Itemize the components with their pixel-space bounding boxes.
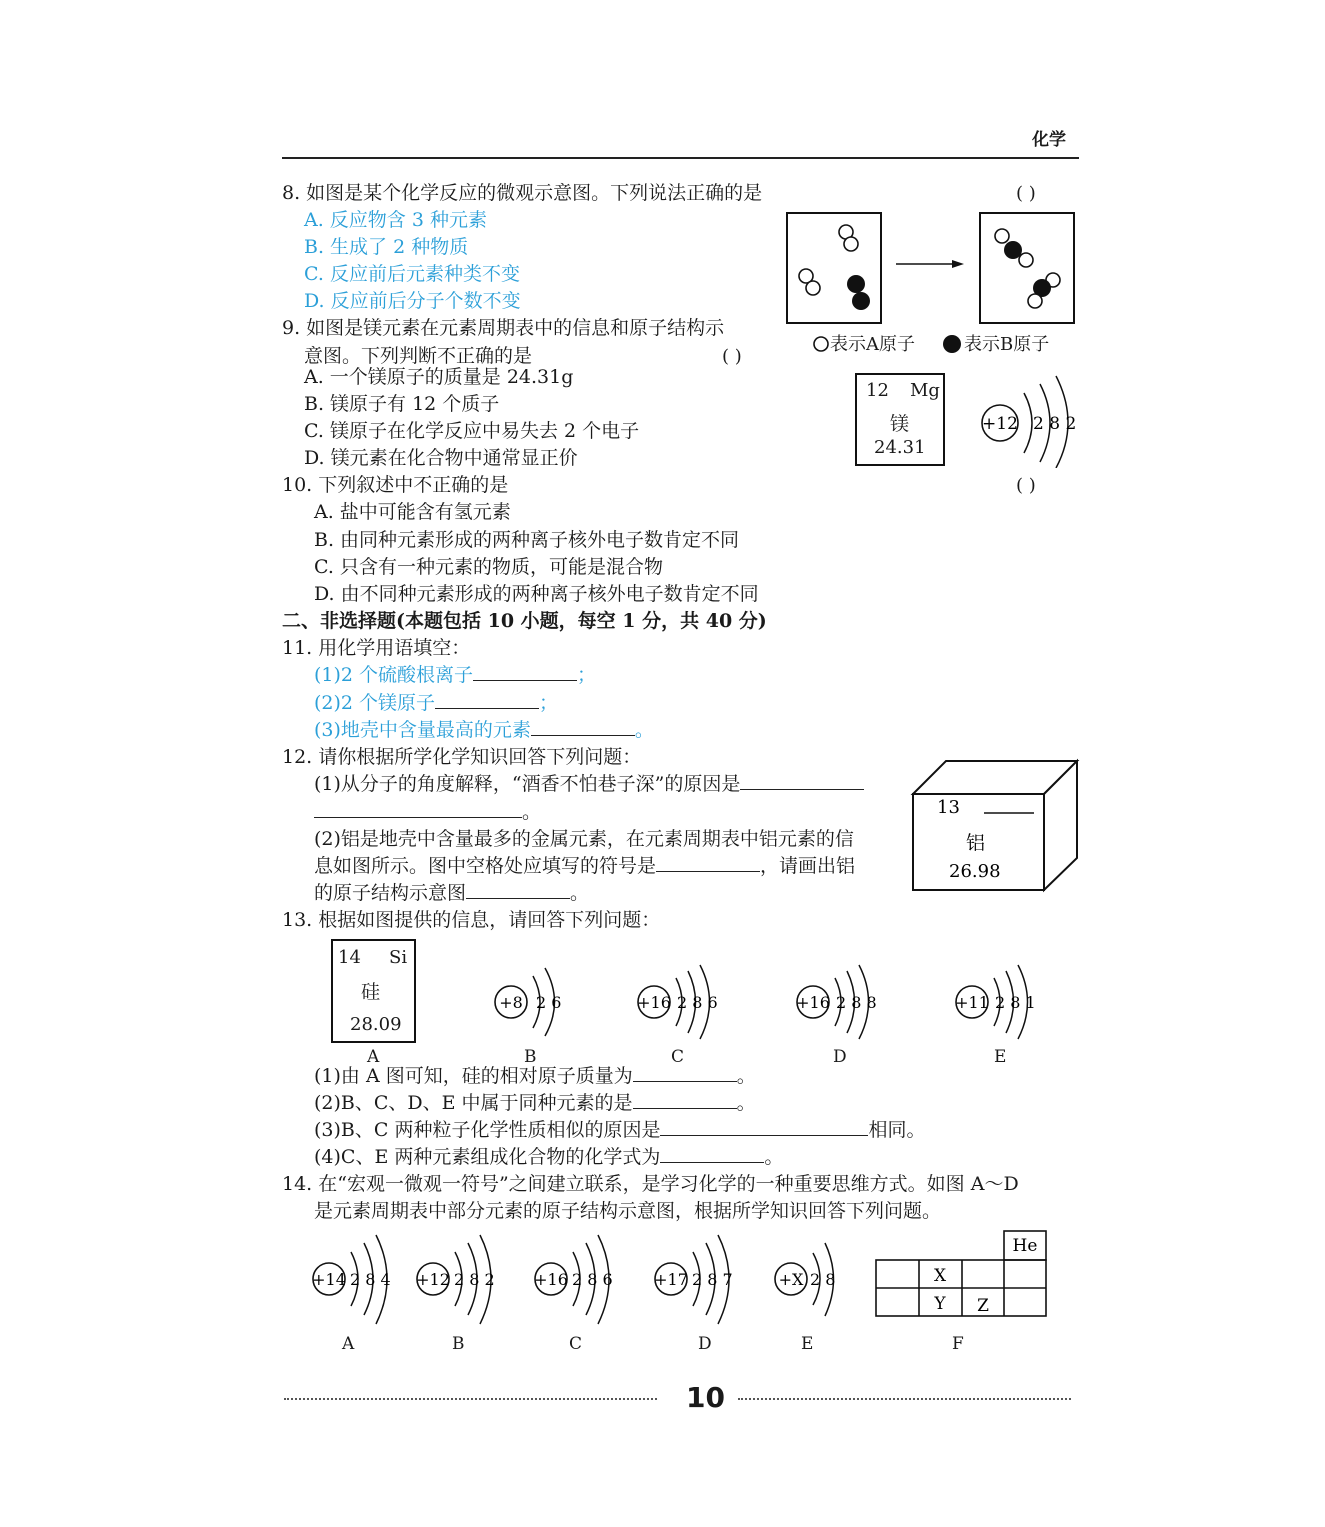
answer-blank[interactable] — [633, 1090, 737, 1109]
q13-label-b: B — [524, 1047, 537, 1067]
y-symbol: Y — [934, 1294, 946, 1314]
nucleus-charge: +11 — [955, 993, 989, 1012]
answer-blank[interactable] — [314, 799, 522, 818]
q8-option-a: A. 反应物含 3 种元素 — [304, 209, 487, 231]
footer-dotted-line-left — [284, 1398, 657, 1400]
q14-stem-line2: 是元素周期表中部分元素的原子结构示意图，根据所学知识回答下列问题。 — [314, 1200, 942, 1222]
atom-a — [806, 281, 820, 295]
answer-blank[interactable] — [660, 1117, 868, 1136]
q14-atom-d — [652, 1232, 742, 1328]
products-box — [980, 213, 1074, 323]
q9-option-c: C. 镁原子在化学反应中易失去 2 个电子 — [304, 420, 640, 442]
atom-a — [1019, 253, 1033, 267]
q10-option-c: C. 只含有一种元素的物质，可能是混合物 — [314, 556, 663, 578]
q14-stem-line1: 14. 在“宏观一微观一符号”之间建立联系，是学习化学的一种重要思维方式。如图 A～D — [282, 1173, 1019, 1195]
q11-item-3: (3)地壳中含量最高的元素 。 — [314, 719, 654, 741]
q14-atom-b — [414, 1232, 504, 1328]
electron-counts: 2 8 6 — [677, 993, 718, 1012]
answer-blank[interactable] — [435, 690, 539, 709]
q14-atom-e — [772, 1238, 842, 1322]
page-number: 10 — [686, 1381, 725, 1414]
electron-counts: 2 8 7 — [692, 1270, 733, 1289]
q12-stem: 12. 请你根据所学化学知识回答下列问题： — [282, 746, 642, 768]
header-rule — [282, 157, 1079, 159]
he-symbol: He — [1012, 1236, 1038, 1256]
q14-label-f: F — [952, 1334, 964, 1354]
cell-atomic-number: 12 — [866, 380, 889, 401]
atom-a — [1028, 294, 1042, 308]
electron-counts: 2 8 8 — [836, 993, 877, 1012]
q8-answer-paren: ( ) — [1016, 183, 1036, 204]
nucleus-charge: +12 — [416, 1270, 450, 1289]
si-periodic-cell — [331, 939, 416, 1043]
nucleus-charge: +14 — [312, 1270, 346, 1289]
q13-stem: 13. 根据如图提供的信息，请回答下列问题： — [282, 909, 661, 931]
nucleus-charge: +17 — [654, 1270, 688, 1289]
q10-option-b: B. 由同种元素形成的两种离子核外电子数肯定不同 — [314, 529, 740, 551]
q14-label-c: C — [569, 1334, 583, 1354]
cell-atomic-number: 13 — [937, 797, 960, 818]
q9-option-b: B. 镁原子有 12 个质子 — [304, 393, 500, 415]
al-periodic-cube — [910, 758, 1082, 898]
q11-item-1: (1)2 个硫酸根离子 ； — [314, 664, 597, 686]
atom-b — [852, 292, 870, 310]
q14-label-b: B — [452, 1334, 465, 1354]
legend-b-label: 表示B原子 — [964, 334, 1050, 355]
answer-blank[interactable] — [660, 1144, 764, 1163]
answer-blank[interactable] — [633, 1063, 737, 1082]
q8-option-d: D. 反应前后分子个数不变 — [304, 290, 521, 312]
electron-counts: 2 6 — [536, 993, 562, 1012]
q13-label-c: C — [671, 1047, 685, 1067]
arrow-head — [952, 260, 964, 268]
electron-shell — [1024, 393, 1032, 453]
q8-option-b: B. 生成了 2 种物质 — [304, 236, 469, 258]
q10-answer-paren: ( ) — [1016, 475, 1036, 496]
q9-option-a: A. 一个镁原子的质量是 24.31g — [304, 366, 574, 388]
nucleus-charge: +16 — [637, 993, 671, 1012]
q13-sub-4: (4)C、E 两种元素组成化合物的化学式为 。 — [314, 1146, 784, 1168]
q10-stem: 10. 下列叙述中不正确的是 — [282, 474, 509, 496]
atom-a — [995, 229, 1009, 243]
q14-label-a: A — [342, 1334, 355, 1354]
q14-periodic-table-fragment — [874, 1229, 1050, 1319]
q9-answer-paren: ( ) — [722, 346, 742, 367]
x-symbol: X — [933, 1266, 947, 1286]
q14-atom-c — [532, 1232, 622, 1328]
cell-mass: 24.31 — [874, 437, 926, 458]
q10-option-d: D. 由不同种元素形成的两种离子核外电子数肯定不同 — [314, 583, 759, 605]
cell-symbol: Si — [389, 947, 408, 968]
answer-blank[interactable] — [473, 662, 577, 681]
nucleus-charge: +8 — [499, 993, 523, 1012]
atom-b — [847, 275, 865, 293]
nucleus-charge: +16 — [534, 1270, 568, 1289]
q13-atom-e — [951, 962, 1041, 1042]
atom-a — [844, 237, 858, 251]
q12-part2-line1: (2)铝是地壳中含量最多的金属元素，在元素周期表中铝元素的信 — [314, 828, 854, 850]
z-symbol: Z — [977, 1296, 989, 1316]
q13-label-d: D — [833, 1047, 847, 1067]
electron-counts: 2 8 1 — [995, 993, 1036, 1012]
nucleus-charge: +16 — [796, 993, 830, 1012]
q10-option-a: A. 盐中可能含有氢元素 — [314, 501, 511, 523]
electron-counts: 2 8 4 — [350, 1270, 391, 1289]
electron-counts: 2 8 2 — [454, 1270, 495, 1289]
cell-name: 镁 — [890, 413, 910, 435]
q9-option-d: D. 镁元素在化合物中通常显正价 — [304, 447, 578, 469]
cell-mass: 26.98 — [949, 861, 1001, 882]
mg-atom-diagram — [978, 370, 1082, 468]
q9-stem-line1: 9. 如图是镁元素在元素周期表中的信息和原子结构示 — [282, 317, 725, 339]
q9-stem-line2: 意图。下列判断不正确的是 — [304, 345, 533, 367]
q12-part2-line2: 息如图所示。图中空格处应填写的符号是 ，请画出铝 — [314, 855, 856, 877]
q13-atom-d — [792, 962, 882, 1042]
q11-item-2: (2)2 个镁原子 ； — [314, 692, 559, 714]
q12-part1-line1: (1)从分子的角度解释，“酒香不怕巷子深”的原因是 — [314, 771, 864, 798]
q14-label-e: E — [801, 1334, 814, 1354]
q13-label-e: E — [994, 1047, 1007, 1067]
legend-a-label: 表示A原子 — [830, 334, 915, 355]
q13-label-a: A — [367, 1047, 380, 1067]
subject-title: 化学 — [1032, 130, 1066, 150]
legend-a-icon — [814, 337, 828, 351]
q13-atom-c — [633, 962, 723, 1042]
q13-sub-1: (1)由 A 图可知，硅的相对原子质量为 。 — [314, 1065, 756, 1087]
answer-blank[interactable] — [466, 880, 570, 899]
answer-blank[interactable] — [656, 853, 760, 872]
section2-title: 二、非选择题(本题包括 10 小题，每空 1 分，共 40 分) — [282, 610, 767, 632]
legend-b-icon — [943, 335, 961, 353]
nucleus-charge: +X — [778, 1270, 804, 1289]
q13-sub-3: (3)B、C 两种粒子化学性质相似的原因是 相同。 — [314, 1119, 926, 1141]
electron-counts: 2 8 6 — [572, 1270, 613, 1289]
electron-counts: 2 8 2 — [1033, 414, 1077, 434]
q11-stem: 11. 用化学用语填空： — [282, 637, 471, 659]
q14-atom-a — [310, 1232, 400, 1328]
nucleus-charge: +12 — [982, 414, 1018, 434]
footer-dotted-line-right — [738, 1398, 1071, 1400]
cell-mass: 28.09 — [350, 1014, 402, 1035]
cell-atomic-number: 14 — [338, 947, 361, 968]
mg-periodic-cell — [855, 373, 945, 466]
electron-counts: 2 8 — [810, 1270, 836, 1289]
q13-sub-2: (2)B、C、D、E 中属于同种元素的是 。 — [314, 1092, 756, 1114]
answer-blank[interactable] — [740, 771, 864, 790]
cell-symbol: Mg — [910, 380, 940, 401]
cell-name: 铝 — [966, 832, 986, 854]
q12-part2-line3: 的原子结构示意图 。 — [314, 882, 590, 904]
cell-name: 硅 — [361, 981, 381, 1003]
q12-part1-line2: 。 — [314, 799, 541, 826]
q8-stem: 8. 如图是某个化学反应的微观示意图。下列说法正确的是 — [282, 182, 763, 204]
answer-blank[interactable] — [531, 717, 635, 736]
q8-option-c: C. 反应前后元素种类不变 — [304, 263, 520, 285]
q13-atom-b — [490, 962, 570, 1042]
q14-label-d: D — [698, 1334, 712, 1354]
